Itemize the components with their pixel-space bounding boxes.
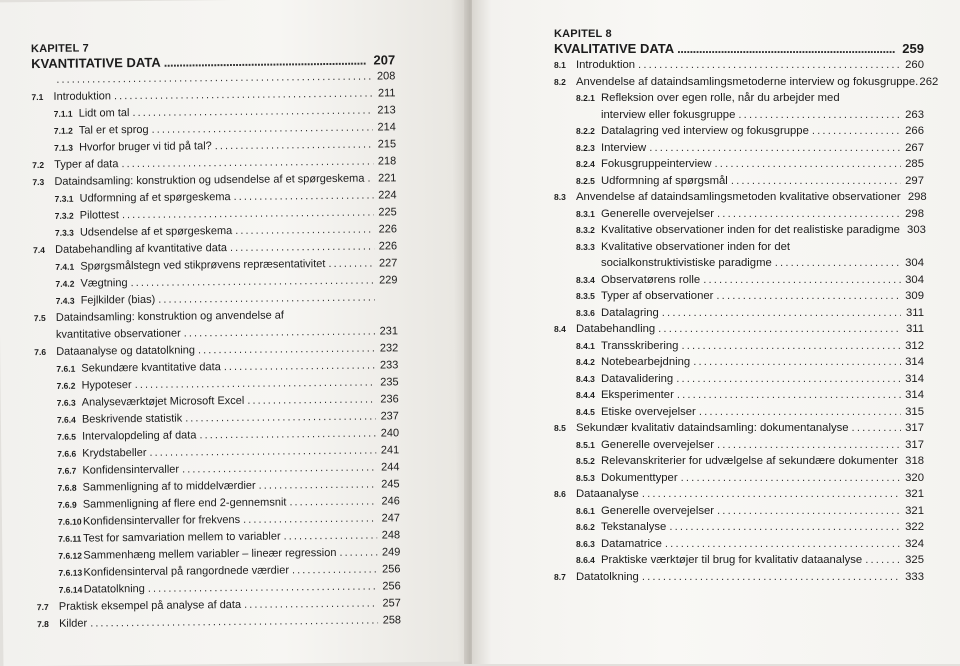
toc-entry: [554, 140, 924, 157]
section-title: Sekundær kvalitativ dataindsamling: dokumentanalyse: [576, 420, 849, 437]
section-number: 8.2: [554, 74, 576, 91]
page-number: 235: [378, 374, 398, 391]
section-title: Databehandling: [576, 321, 655, 338]
section-title: Datavalidering: [601, 371, 673, 388]
page-number: 311: [904, 321, 924, 338]
toc-entry: [554, 404, 924, 421]
leader-dots: [812, 123, 901, 140]
section-number: 8.2.4: [576, 156, 601, 173]
section-title: Dataindsamling: konstruktion og anvendelse af: [56, 307, 284, 326]
leader-dots: [715, 156, 901, 173]
page-number: 314: [904, 354, 924, 371]
toc-entry: [554, 354, 924, 371]
leader-dots: [199, 426, 376, 445]
section-number: 7.1.2: [54, 123, 79, 140]
section-number: 8.6: [554, 486, 576, 503]
section-number: 7.6: [34, 344, 56, 361]
section-title: Spørgsmålstegn ved stikprøvens repræsentativitet: [80, 256, 325, 276]
leader-dots: [703, 272, 901, 289]
section-title: Sammenhæng mellem variabler – lineær regression: [83, 545, 336, 565]
section-number: 8.3.5: [576, 288, 601, 305]
left-page: [0, 0, 471, 666]
page-number: 218: [376, 153, 396, 170]
toc-entry: [554, 453, 924, 470]
toc-entry: [554, 189, 924, 206]
leader-dots: [665, 536, 901, 553]
page-number: 315: [904, 404, 924, 421]
toc-entry: [554, 239, 924, 256]
leader-dots: [681, 470, 901, 487]
leader-dots: [158, 290, 375, 309]
page-number: 298: [907, 189, 927, 206]
leader-dots: [259, 477, 377, 495]
section-number: 8.6.2: [576, 519, 601, 536]
toc-entry: [554, 519, 924, 536]
page-number: 314: [904, 371, 924, 388]
leader-dots: [638, 57, 901, 74]
section-title: Interview: [601, 140, 646, 157]
page-number: 312: [904, 338, 924, 355]
section-title: Test for samvariation mellem to variabler: [83, 529, 281, 548]
section-title: Konfidensintervaller for frekvens: [83, 512, 240, 531]
section-title: Introduktion: [576, 57, 635, 74]
section-title: Dokumenttyper: [601, 470, 678, 487]
section-title: socialkonstruktivistiske paradigme: [601, 255, 772, 272]
toc-entry: [554, 569, 924, 586]
section-number: 8.2.1: [576, 90, 601, 107]
section-number: 7.2: [32, 157, 54, 174]
leader-dots: [775, 255, 901, 272]
leader-dots: [699, 404, 901, 421]
leader-dots: [182, 460, 377, 479]
section-number: 7.5: [34, 310, 56, 327]
chapter-title: KVANTITATIVE DATA: [31, 55, 161, 72]
section-number: 8.4.1: [576, 338, 601, 355]
toc-entry: [554, 552, 924, 569]
section-title: Eksperimenter: [601, 387, 674, 404]
section-title: Generelle overvejelser: [601, 206, 714, 223]
section-title: Hvorfor bruger vi tid på tal?: [79, 138, 212, 156]
section-title: Analyseværktøjet Microsoft Excel: [82, 393, 245, 412]
leader-dots: [676, 371, 901, 388]
page-number: 304: [904, 272, 924, 289]
section-number: 8.4.5: [576, 404, 601, 421]
leader-dots: [367, 171, 373, 188]
page-number: 229: [377, 272, 397, 289]
page-number: 245: [380, 476, 400, 493]
section-number: 8.3.6: [576, 305, 601, 322]
toc-entry: [554, 420, 924, 437]
toc-entry: [554, 57, 924, 74]
chapter-title: KVALITATIVE DATA: [554, 41, 674, 57]
section-title: Beskrivende statistik: [82, 411, 182, 429]
section-number: 8.5: [554, 420, 576, 437]
page-number: 314: [904, 387, 924, 404]
leader-dots: [230, 239, 374, 258]
section-title: Sammenligning af flere end 2-gennemsnit: [83, 494, 287, 513]
toc-entry: [554, 222, 924, 239]
section-title: Observatørens rolle: [601, 272, 700, 289]
toc-entry: [37, 612, 401, 633]
section-title: Tekstanalyse: [601, 519, 666, 536]
toc-entry: [554, 305, 924, 322]
section-number: 7.6.1: [56, 361, 81, 378]
page-number: 267: [904, 140, 924, 157]
section-number: 7.6.10: [58, 514, 83, 531]
leader-dots: [738, 107, 901, 124]
section-title: Sammenligning af to middelværdier: [83, 478, 256, 497]
leader-dots: [90, 613, 378, 633]
toc-entry: [554, 437, 924, 454]
section-number: 8.4.3: [576, 371, 601, 388]
page-number: 322: [904, 519, 924, 536]
page-number: 232: [378, 340, 398, 357]
page-number: 320: [904, 470, 924, 487]
section-title: Krydstabeller: [82, 445, 146, 463]
leader-dots: [247, 392, 376, 410]
right-page: [472, 0, 960, 664]
page-number: 317: [904, 420, 924, 437]
chapter-page-number: 207: [369, 52, 395, 68]
section-number: 8.6.1: [576, 503, 601, 520]
leader-dots: [224, 358, 376, 377]
leader-dots: [234, 188, 374, 206]
leader-dots: [731, 173, 901, 190]
page-number: 214: [376, 119, 396, 136]
section-number: 7.6.12: [58, 548, 83, 565]
section-title: Generelle overvejelser: [601, 503, 714, 520]
page-number: 311: [904, 305, 924, 322]
page-number: 297: [904, 173, 924, 190]
page-number: 321: [904, 503, 924, 520]
section-title: Datatolkning: [576, 569, 639, 586]
section-number: 8.6.4: [576, 552, 601, 569]
section-title: Konfidensinterval på rangordnede værdier: [83, 562, 289, 581]
section-title: Udformning af et spørgeskema: [80, 189, 231, 208]
toc-entry: [554, 74, 924, 91]
section-number: 7.6.9: [58, 497, 83, 514]
chapter-label: KAPITEL 7: [31, 38, 395, 56]
section-number: 8.4.2: [576, 354, 601, 371]
page-number: 298: [904, 206, 924, 223]
page-number: 241: [379, 442, 399, 459]
leader-dots: [235, 222, 374, 240]
section-number: 8.6.3: [576, 536, 601, 553]
section-number: 8.1: [554, 57, 576, 74]
page-number: 226: [377, 221, 397, 238]
section-number: 7.3.3: [55, 225, 80, 242]
leader-dots: [243, 511, 377, 529]
section-number: 8.2.2: [576, 123, 601, 140]
toc-entry: [554, 272, 924, 289]
section-number: 7.4.1: [55, 259, 80, 276]
leader-dots: [716, 288, 901, 305]
section-number: 7.4: [33, 242, 55, 259]
section-number: 7.7: [37, 599, 59, 616]
leader-dots: [681, 338, 901, 355]
section-number: 7.4.3: [56, 293, 81, 310]
section-number: 7.3.2: [55, 208, 80, 225]
page-number: 231: [378, 323, 398, 340]
leader-dots: [292, 562, 378, 580]
leader-dots: [677, 387, 901, 404]
toc-entry: [554, 503, 924, 520]
section-title: Transskribering: [601, 338, 678, 355]
section-title: kvantitative observationer: [56, 326, 181, 344]
page-number: 224: [376, 187, 396, 204]
page-number: 233: [378, 357, 398, 374]
section-number: 8.3.3: [576, 239, 601, 256]
section-title: Praktiske værktøjer til brug for kvalitativ dataanalyse: [601, 552, 862, 569]
section-number: 7.3.1: [55, 191, 80, 208]
chapter-title-row: [554, 41, 924, 57]
toc-entry: [554, 371, 924, 388]
page-number: 285: [904, 156, 924, 173]
leader-dots: [865, 552, 901, 569]
toc-entry: [554, 387, 924, 404]
leader-dots: [328, 256, 374, 273]
section-title: Datalagring: [601, 305, 659, 322]
page-number: 246: [380, 493, 400, 510]
section-number: 8.5.3: [576, 470, 601, 487]
page-number: 249: [380, 544, 400, 561]
toc-entry: [554, 90, 924, 107]
page-number: 215: [376, 136, 396, 153]
section-title: Fokusgruppeinterview: [601, 156, 712, 173]
section-title: Databehandling af kvantitative data: [55, 240, 227, 259]
section-number: 8.3: [554, 189, 576, 206]
section-number: 8.2.3: [576, 140, 601, 157]
leader-dots: [289, 494, 377, 512]
section-title: Kvalitative observationer inden for det: [601, 239, 790, 256]
leader-dots: [677, 41, 895, 57]
page-number: 304: [904, 255, 924, 272]
spacer: [284, 317, 378, 318]
section-number: 7.3: [32, 174, 54, 191]
section-number: 7.1: [31, 89, 53, 106]
toc-entry: [554, 486, 924, 503]
section-title: interview eller fokusgruppe: [601, 107, 735, 124]
leader-dots: [184, 324, 375, 343]
section-title: Praktisk eksempel på analyse af data: [59, 597, 241, 616]
page-number: 256: [380, 561, 400, 578]
section-title: Kilder: [59, 616, 87, 633]
section-number: 8.3.1: [576, 206, 601, 223]
page-number: 236: [379, 391, 399, 408]
section-title: Vægtning: [80, 275, 127, 292]
toc-entry: [554, 255, 924, 272]
leader-dots: [717, 503, 901, 520]
section-number: 7.6.6: [57, 446, 82, 463]
leader-dots: [717, 206, 901, 223]
toc-entry: [554, 156, 924, 173]
section-number: 7.1.1: [54, 106, 79, 123]
page-number: 318: [904, 453, 924, 470]
section-number: 7.6.13: [58, 565, 83, 582]
section-title: Konfidensintervaller: [82, 462, 179, 480]
leader-dots: [244, 596, 378, 614]
page-number: 256: [381, 578, 401, 595]
page-number: 266: [904, 123, 924, 140]
section-title: Anvendelse af dataindsamlingsmetoden kvalitative observationer: [576, 189, 901, 206]
toc-entry: [554, 470, 924, 487]
toc-entry: [554, 338, 924, 355]
section-title: Dataanalyse: [576, 486, 639, 503]
toc-entry: [554, 288, 924, 305]
section-number: 7.6.3: [57, 395, 82, 412]
leader-dots: [198, 341, 375, 360]
leader-dots: [852, 420, 901, 437]
leader-dots: [215, 137, 373, 156]
leader-dots: [649, 140, 901, 157]
section-title: Refleksion over egen rolle, når du arbejder med: [601, 90, 840, 107]
section-number: 7.8: [37, 616, 59, 633]
section-number: 7.6.4: [57, 412, 82, 429]
page-number: 213: [376, 102, 396, 119]
section-title: Introduktion: [53, 88, 111, 106]
section-title: Anvendelse af dataindsamlingsmetoderne interview og fokusgruppe.: [576, 74, 918, 91]
section-title: Datalagring ved interview og fokusgruppe: [601, 123, 809, 140]
section-title: Pilottest: [80, 207, 119, 224]
page-number: 208: [375, 68, 395, 85]
page-number: 317: [904, 437, 924, 454]
toc-entry: [554, 107, 924, 124]
toc-entry: [554, 321, 924, 338]
section-title: Hypoteser: [81, 377, 131, 395]
leader-dots: [642, 486, 901, 503]
page-number: 247: [380, 510, 400, 527]
toc-entry: [554, 123, 924, 140]
section-title: Etiske overvejelser: [601, 404, 696, 421]
leader-dots: [339, 545, 377, 562]
section-number: 7.4.2: [55, 276, 80, 293]
page-number: 333: [904, 569, 924, 586]
section-number: 7.1.3: [54, 140, 79, 157]
leader-dots: [717, 437, 901, 454]
section-title: Typer af data: [54, 156, 118, 174]
page-number: 211: [375, 85, 395, 102]
section-number: 7.6.7: [57, 463, 82, 480]
page-number: 324: [904, 536, 924, 553]
section-number: 8.4: [554, 321, 576, 338]
toc-entry: [554, 536, 924, 553]
section-number: 7.6.8: [58, 480, 83, 497]
section-title: Dataanalyse og datatolkning: [56, 342, 195, 360]
section-number: 8.4.4: [576, 387, 601, 404]
page-number: 263: [904, 107, 924, 124]
page-number: 226: [377, 238, 397, 255]
section-number: 8.3.4: [576, 272, 601, 289]
leader-dots: [693, 354, 901, 371]
chapter-page-number: 259: [898, 41, 924, 57]
page-number: 221: [376, 170, 396, 187]
section-title: Datatolkning: [84, 581, 145, 599]
section-title: Lidt om tal: [79, 105, 130, 123]
section-title: Intervalopdeling af data: [82, 427, 197, 445]
section-title: Kvalitative observationer inden for det realistiske paradigme: [601, 222, 900, 239]
section-title: Typer af observationer: [601, 288, 713, 305]
page-number: 244: [379, 459, 399, 476]
page-number: 227: [377, 255, 397, 272]
leader-dots: [662, 305, 901, 322]
page-number: 325: [904, 552, 924, 569]
toc-entry: [554, 206, 924, 223]
section-number: 7.6.5: [57, 429, 82, 446]
toc-list: [554, 57, 924, 585]
section-number: 7.6.11: [58, 531, 83, 548]
leader-dots: [658, 321, 901, 338]
page-number: 225: [377, 204, 397, 221]
page-number: 257: [381, 595, 401, 612]
section-number: 7.6.14: [59, 582, 84, 599]
section-number: 8.5.1: [576, 437, 601, 454]
page-number: 309: [904, 288, 924, 305]
section-title: Fejlkilder (bias): [81, 292, 156, 310]
page-number: 321: [904, 486, 924, 503]
page-number: 248: [380, 527, 400, 544]
section-title: Udformning af spørgsmål: [601, 173, 728, 190]
section-number: 8.7: [554, 569, 576, 586]
section-title: Dataindsamling: konstruktion og udsendelse af et spørgeskema: [54, 171, 364, 191]
leader-dots: [669, 519, 901, 536]
section-title: Notebearbejdning: [601, 354, 690, 371]
section-number: 7.6.2: [56, 378, 81, 395]
page-number: 262: [918, 74, 938, 91]
page-number: 303: [906, 222, 926, 239]
page-number: 260: [904, 57, 924, 74]
section-title: Generelle overvejelser: [601, 437, 714, 454]
toc-entry: [554, 173, 924, 190]
section-title: Relevanskriterier for udvælgelse af sekundære dokumenter: [601, 453, 898, 470]
leader-dots: [185, 409, 376, 428]
section-title: Datamatrice: [601, 536, 662, 553]
leader-dots: [642, 569, 901, 586]
section-number: 8.5.2: [576, 453, 601, 470]
chapter-label: KAPITEL 8: [554, 27, 924, 41]
toc-list: [31, 68, 401, 633]
page-number: 240: [379, 425, 399, 442]
section-title: Udsendelse af et spørgeskema: [80, 223, 232, 242]
page-number: 258: [381, 612, 401, 629]
page-number: 237: [379, 408, 399, 425]
section-number: 8.3.2: [576, 222, 601, 239]
leader-dots: [284, 528, 378, 546]
section-number: 8.2.5: [576, 173, 601, 190]
section-title: Sekundære kvantitative data: [81, 359, 221, 377]
section-title: Tal er et sprog: [79, 122, 149, 140]
